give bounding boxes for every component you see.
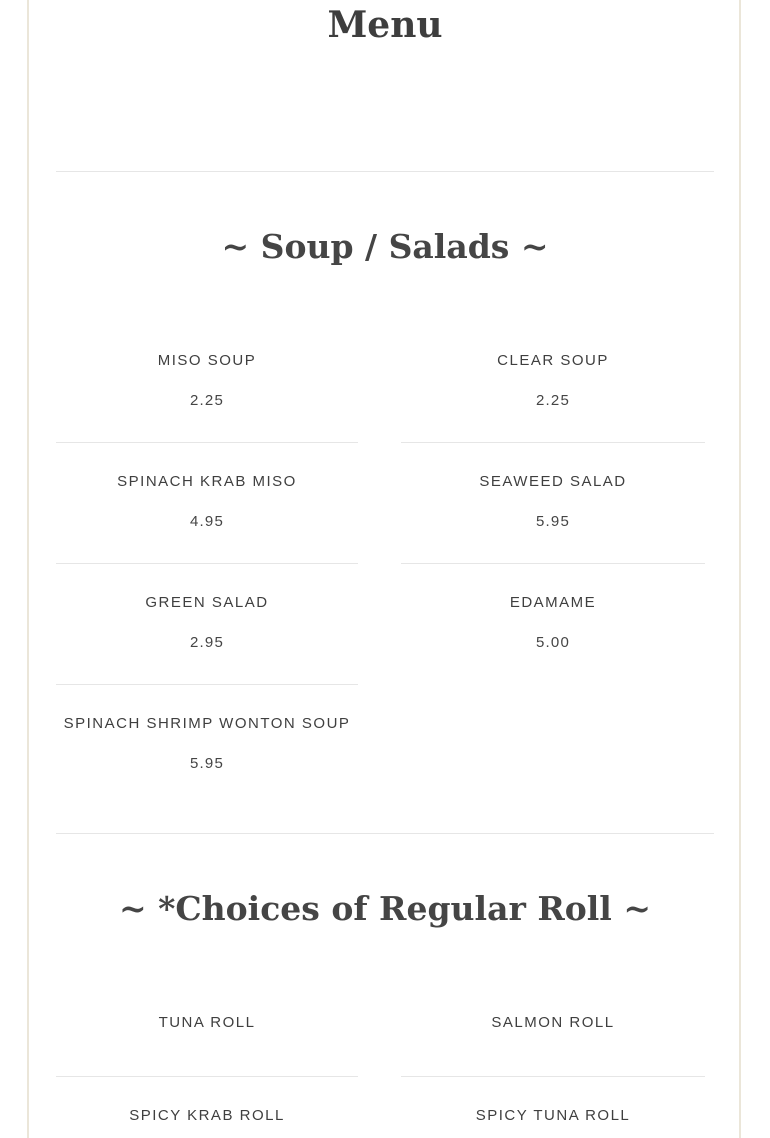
menu-item bbox=[56, 593, 358, 653]
menu-item bbox=[401, 1106, 705, 1126]
menu-item-price: 5.00 bbox=[536, 634, 570, 651]
item-divider bbox=[401, 563, 705, 564]
menu-item-price: 2.95 bbox=[190, 634, 224, 651]
item-divider bbox=[56, 684, 358, 685]
menu-item-name: SALMON ROLL bbox=[491, 1014, 615, 1031]
menu-item-price: 2.25 bbox=[190, 392, 224, 409]
menu-item-name: SEAWEED SALAD bbox=[479, 473, 627, 490]
item-divider bbox=[401, 442, 705, 443]
menu-item bbox=[56, 351, 358, 411]
menu-item-price: 4.95 bbox=[190, 513, 224, 530]
menu-item-name: EDAMAME bbox=[509, 594, 597, 611]
page-title: Menu bbox=[327, 4, 443, 46]
divider bbox=[56, 171, 714, 172]
menu-item-name: CLEAR SOUP bbox=[497, 352, 609, 369]
menu-item bbox=[401, 472, 705, 532]
menu-item-name: SPICY TUNA ROLL bbox=[475, 1107, 631, 1124]
item-divider bbox=[56, 442, 358, 443]
menu-item-name: SPICY KRAB ROLL bbox=[129, 1107, 285, 1124]
divider bbox=[56, 833, 714, 834]
menu-item-price: 5.95 bbox=[536, 513, 570, 530]
item-divider bbox=[56, 1076, 358, 1077]
menu-item bbox=[56, 472, 358, 532]
item-divider bbox=[56, 563, 358, 564]
section-title-regular-roll: ~ *Choices of Regular Roll ~ bbox=[119, 889, 651, 928]
menu-item-name: SPINACH KRAB MISO bbox=[117, 473, 297, 490]
menu-item-name: SPINACH SHRIMP WONTON SOUP bbox=[63, 715, 351, 732]
menu-item bbox=[56, 1013, 358, 1033]
menu-item-name: GREEN SALAD bbox=[145, 594, 269, 611]
section-title-soup-salads: ~ Soup / Salads ~ bbox=[221, 227, 549, 266]
menu-item bbox=[56, 714, 358, 774]
menu-item bbox=[56, 1106, 358, 1126]
menu-item bbox=[401, 1013, 705, 1033]
menu-item-name: TUNA ROLL bbox=[158, 1014, 256, 1031]
menu-item bbox=[401, 593, 705, 653]
menu-item bbox=[401, 351, 705, 411]
item-divider bbox=[401, 1076, 705, 1077]
menu-item-name: MISO SOUP bbox=[157, 352, 257, 369]
menu-item-price: 5.95 bbox=[190, 755, 224, 772]
menu-item-price: 2.25 bbox=[536, 392, 570, 409]
